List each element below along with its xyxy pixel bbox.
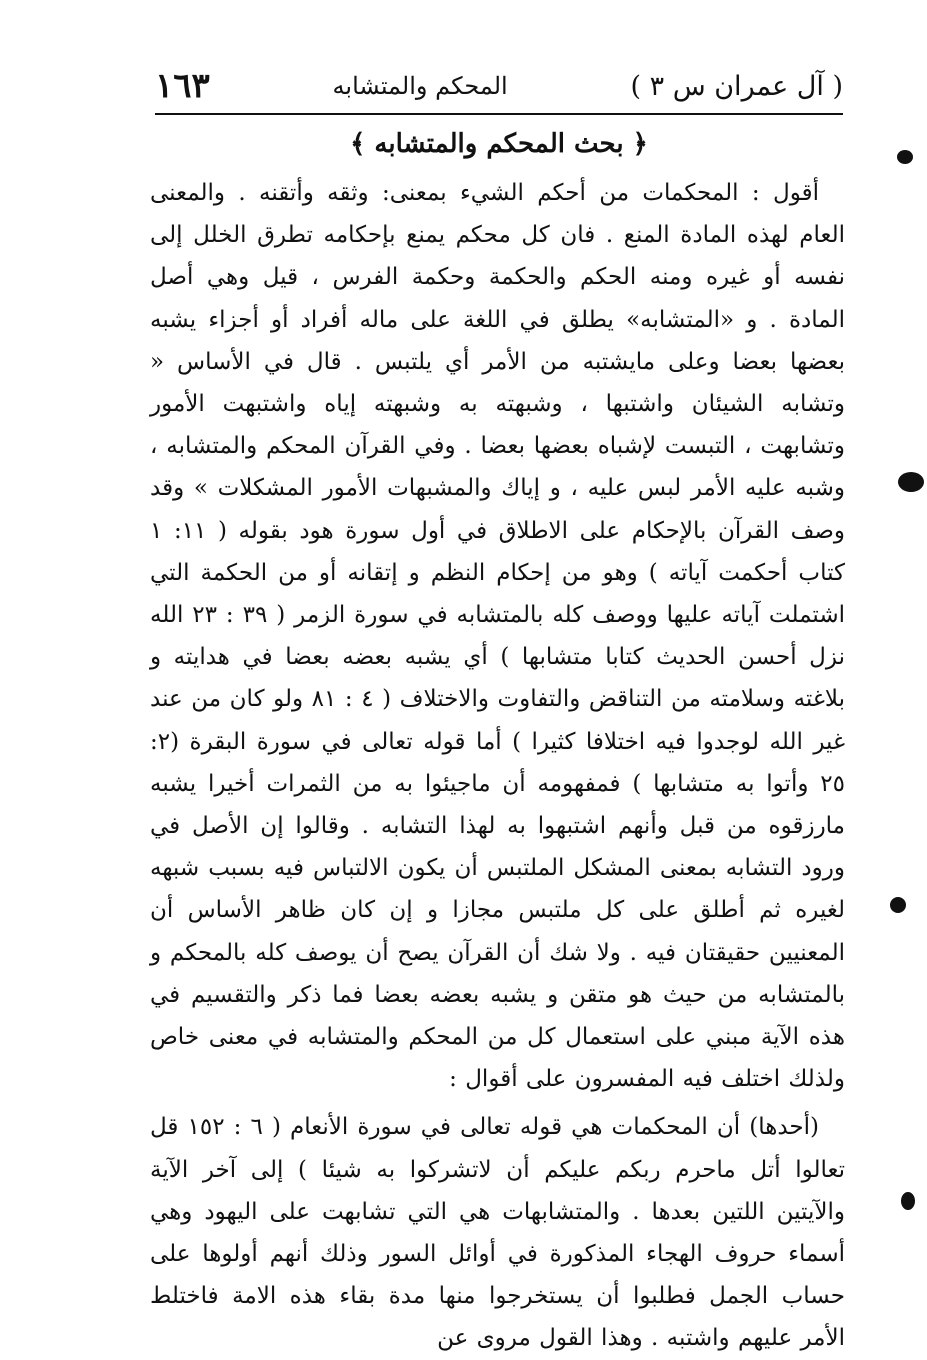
section-title: ﴿ بحث المحكم والمتشابه ﴾ [350,129,648,159]
paragraph: (أحدها) أن المحكمات هي قوله تعالى في سورة الأنعام ( ٦ : ١٥٢ قل تعالوا أتل ماحرم ربكم عليكم أن لاتشركوا به شيئا ) إلى آخر الآية والآيتين اللتين بعدها . والمتشابهات هي التي تشابهت على اليهود وهي أسماء حروف الهجاء المذكورة في أوائل السور وذلك أنهم أولوها على حساب الجمل فطلبوا أن يستخرجوا منها مدة بقاء هذه الامة فاختلط الأمر عليهم واشتبه . وهذا القول مروى عن [150,1114,845,1352]
body-text [150,172,845,1360]
page-number: ١٦٣ [155,66,210,106]
paragraph: أقول : المحكمات من أحكم الشيء بمعنى: وثقه وأتقنه . والمعنى العام لهذه المادة المنع . فان كل محكم يمنع بإحكامه تطرق الخلل إلى نفسه أو غيره ومنه الحكم والحكمة وحكمة الفرس ، قيل وهي أصل المادة . و «المتشابه» يطلق في اللغة على ماله أفراد أو أجزاء يشبه بعضها بعضا وعلى مايشتبه من الأمر أي يلتبس . قال في الأساس « وتشابه الشيئان واشتبها ، وشبهته به وشبهته إياه واشتبهت الأمور وتشابهت ، التبست لإشباه بعضها بعضا . وفي القرآن المحكم والمتشابه ، وشبه عليه الأمر لبس عليه ، و إياك والمشبهات الأمور المشكلات » وقد وصف القرآن بالإحكام على الاطلاق في أول سورة هود بقوله ( ١١: ١ كتاب أحكمت آياته ) وهو من إحكام النظم و إتقانه أو من الحكمة التي اشتملت آياته عليها ووصف كله بالمتشابه في سورة الزمر ( ٣٩ : ٢٣ الله نزل أحسن الحديث كتابا متشابها ) أي يشبه بعضه بعضا في هدايته و بلاغته وسلامته من التناقض والتفاوت والاختلاف ( ٤ : ٨١ ولو كان من عند غير الله لوجدوا فيه اختلافا كثيرا ) أما قوله تعالى في سورة البقرة (٢: ٢٥ وأتوا به متشابها ) فمفهومه أن ماجيئوا به من الثمرات أخيرا يشبه مارزقوه من قبل وأنهم اشتبهوا به لهذا التشابه . وقالوا إن الأصل في ورود التشابه بمعنى المشكل الملتبس أن يكون الالتباس فيه بسبب شبهه لغيره ثم أطلق على كل ملتبس مجازا و إن كان ظاهر الأساس أن المعنيين حقيقتان فيه . ولا شك أن القرآن يصح أن يوصف كله بالمحكم و بالمتشابه من حيث هو متقن و يشبه بعضه بعضا فما ذكر والتقسيم في هذه الآية مبني على استعمال كل من المحكم والمتشابه في معنى خاص ولذلك اختلف فيه المفسرون على أقوال : [150,180,846,1093]
ink-blot-icon [901,1192,915,1210]
surah-reference: ( آل عمران س ٣ ) [630,70,843,102]
ink-blot-icon [890,897,906,913]
header-divider [155,113,843,115]
page-header [155,60,843,112]
ink-blot-icon [898,472,924,492]
running-title: المحكم والمتشابه [332,72,508,100]
ink-blot-icon [897,150,913,164]
